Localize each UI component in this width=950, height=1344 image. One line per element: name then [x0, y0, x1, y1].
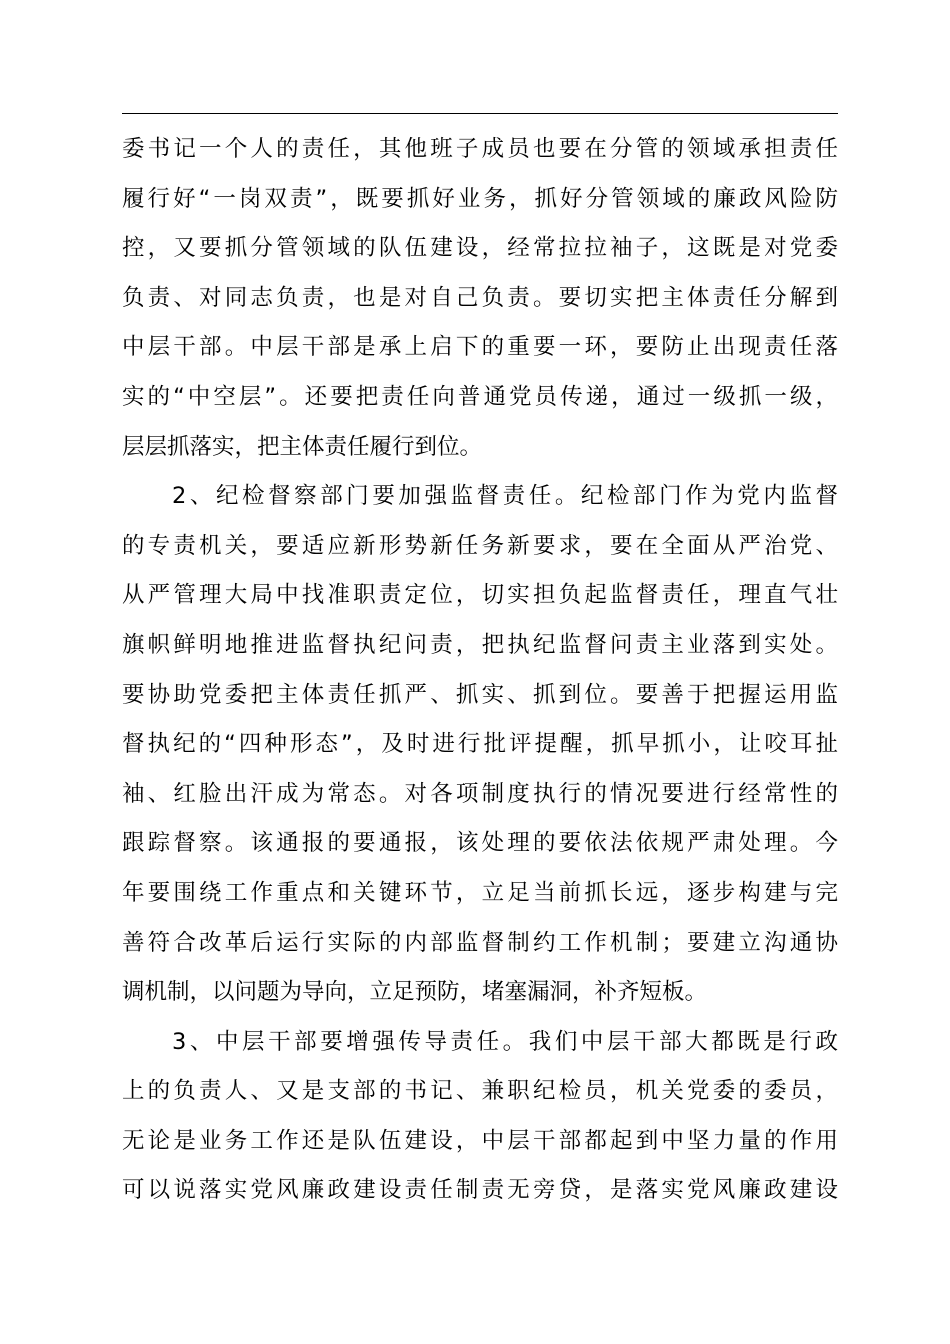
text-line: 负责、对同志负责，也是对自己负责。要切实把主体责任分解到: [122, 284, 838, 311]
text-line: 善符合改革后运行实际的内部监督制约工作机制；要建立沟通协: [122, 929, 838, 956]
text-line: 要协助党委把主体责任抓严、抓实、抓到位。要善于把握运用监: [122, 681, 838, 708]
text-line: 中层干部。中层干部是承上启下的重要一环，要防止出现责任落: [122, 334, 838, 361]
text-line: 督执纪的“四种形态”，及时进行批评提醒，抓早抓小，让咬耳扯: [122, 731, 838, 758]
text-line: 2、纪检督察部门要加强监督责任。纪检部门作为党内监督: [172, 483, 838, 510]
text-line: 控，又要抓分管领域的队伍建设，经常拉拉袖子，这既是对党委: [122, 235, 838, 262]
text-line: 委书记一个人的责任，其他班子成员也要在分管的领域承担责任: [122, 136, 838, 162]
text-line: 可以说落实党风廉政建设责任制责无旁贷，是落实党风廉政建设: [122, 1177, 838, 1204]
paragraph-2: [122, 472, 838, 1018]
text-line: 履行好“一岗双责”，既要抓好业务，抓好分管领域的廉政风险防: [122, 185, 838, 212]
paragraph-3: [122, 1018, 838, 1216]
text-line: 旗帜鲜明地推进监督执纪问责，把执纪监督问责主业落到实处。: [122, 631, 838, 658]
text-line: 无论是业务工作还是队伍建设，中层干部都起到中坚力量的作用: [122, 1127, 838, 1154]
text-line: 袖、红脸出汗成为常态。对各项制度执行的情况要进行经常性的: [122, 780, 838, 807]
text-line: 调机制，以问题为导向，立足预防，堵塞漏洞，补齐短板。: [122, 979, 708, 1006]
text-line: 年要围绕工作重点和关键环节，立足当前抓长远，逐步构建与完: [122, 879, 838, 906]
text-line: 上的负责人、又是支部的书记、兼职纪检员，机关党委的委员，: [122, 1078, 838, 1105]
body-text: [122, 125, 838, 1216]
text-line: 跟踪督察。该通报的要通报，该处理的要依法依规严肃处理。今: [122, 830, 838, 857]
text-line: 3、中层干部要增强传导责任。我们中层干部大都既是行政: [172, 1028, 838, 1055]
paragraph-1: [122, 125, 838, 472]
text-line: 的专责机关，要适应新形势新任务新要求，要在全面从严治党、: [122, 532, 838, 559]
text-line: 层层抓落实，把主体责任履行到位。: [122, 433, 483, 460]
text-line: 实的“中空层”。还要把责任向普通党员传递，通过一级抓一级，: [122, 383, 838, 410]
text-line: 从严管理大局中找准职责定位，切实担负起监督责任，理直气壮: [122, 582, 838, 609]
header-rule: [122, 113, 838, 114]
